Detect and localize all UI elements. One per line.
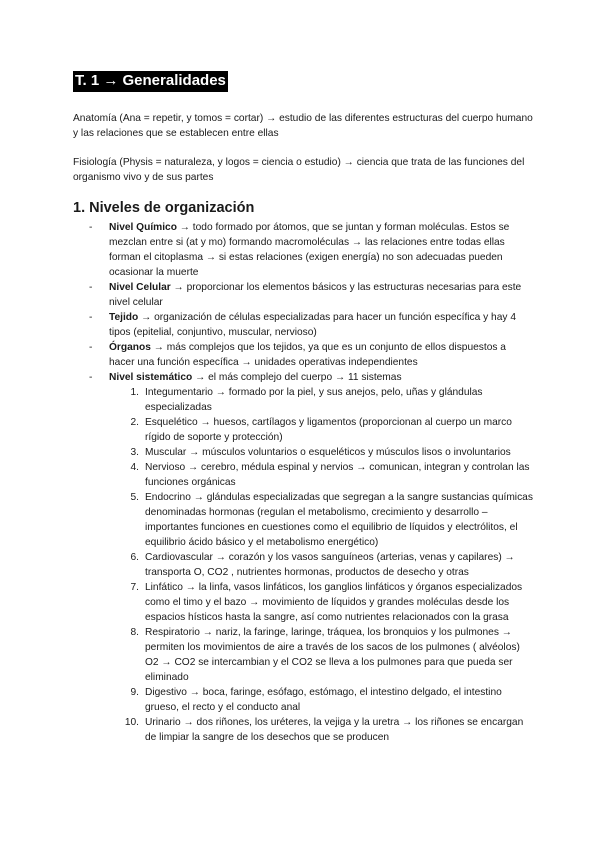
system-item (109, 580, 533, 625)
system-number: 7. (130, 582, 139, 593)
bullet-dash: - (89, 222, 93, 233)
system-number: 2. (130, 417, 139, 428)
bullet-dash: - (89, 342, 93, 353)
level-term: Nivel sistemático (109, 372, 193, 383)
level-text: → más complejos que los tejidos, ya que es un conjunto de ellos dispuestos a hacer una función específica → unidades operativas independientes (109, 342, 506, 368)
fisiologia-definition: Fisiología (Physis = naturaleza, y logos = ciencia o estudio) → ciencia que trata de las funciones del organismo vivo y de sus partes (73, 157, 525, 183)
bullet-dash: - (89, 282, 93, 293)
level-item (73, 280, 533, 310)
system-item (109, 445, 533, 460)
system-number: 9. (130, 687, 139, 698)
level-term: Órganos (109, 342, 151, 353)
system-item (109, 625, 533, 685)
anatomia-definition: Anatomía (Ana = repetir, y tomos = cortar) → estudio de las diferentes estructuras del cuerpo humano y las relaciones que se establecen entre ellas (73, 113, 533, 139)
section-heading: 1. Niveles de organización (73, 200, 255, 216)
bullet-dash: - (89, 372, 93, 383)
system-item (109, 490, 533, 550)
level-text: → el más complejo del cuerpo → 11 sistemas (192, 372, 402, 383)
system-item (109, 460, 533, 490)
system-item (109, 715, 533, 745)
levels-list (73, 220, 533, 745)
system-number: 8. (130, 627, 139, 638)
system-item (109, 385, 533, 415)
system-text: Urinario → dos riñones, los uréteres, la vejiga y la uretra → los riñones se encargan de limpiar la sangre de los desechos que se producen (145, 717, 524, 743)
level-term: Tejido (109, 312, 139, 323)
level-text: → proporcionar los elementos básicos y las estructuras necesarias para este nivel celular (109, 282, 522, 308)
system-text: Linfático → la linfa, vasos linfáticos, los ganglios linfáticos y órganos especializados como el timo y el bazo → movimiento de líquidos y grandes moléculas desde los espacios hísticos hasta la sangre, así como nutrientes relacionados con la grasa (145, 582, 523, 623)
system-number: 10. (124, 717, 139, 728)
systems-list (109, 385, 533, 745)
system-text: Digestivo → boca, faringe, esófago, estómago, el intestino delgado, el intestino grueso, el recto y el conducto anal (145, 687, 502, 713)
system-number: 6. (130, 552, 139, 563)
level-text: → organización de células especializadas para hacer un función específica y hay 4 tipos (epitelial, conjuntivo, muscular, nervioso) (109, 312, 516, 338)
system-text: Nervioso → cerebro, médula espinal y nervios → comunican, integran y controlan las funciones orgánicas (145, 462, 530, 488)
system-text: Integumentario → formado por la piel, y sus anejos, pelo, uñas y glándulas especializadas (145, 387, 483, 413)
system-number: 1. (130, 387, 139, 398)
system-text: Muscular → músculos voluntarios o esqueléticos y músculos lisos o involuntarios (145, 447, 511, 458)
level-item (73, 310, 533, 340)
level-item (73, 370, 533, 745)
system-text: Respiratorio → nariz, la faringe, laringe, tráquea, los bronquios y los pulmones → permiten los movimientos de aire a través de los sacos de los pulmones ( alvéolos) O2 → CO2 se intercambian y el CO2 se lleva a los pulmones para que pueda ser eliminado (145, 627, 520, 683)
system-item (109, 685, 533, 715)
level-item (73, 340, 533, 370)
level-text: → todo formado por átomos, que se juntan y forman moléculas. Estos se mezclan entre si (at y mo) formando macromoléculas → las relaciones entre todas ellas forman el citoplasma → si estas relaciones (exigen energía) no son adecuadas pueden ocasionar la muerte (109, 222, 510, 278)
bullet-dash: - (89, 312, 93, 323)
level-term: Nivel Químico (109, 222, 177, 233)
system-number: 5. (130, 492, 139, 503)
system-item (109, 415, 533, 445)
system-text: Endocrino → glándulas especializadas que segregan a la sangre sustancias químicas denominadas hormonas (regulan el metabolismo, crecimiento y desarrollo – importantes funciones en cuestiones como el equilibrio de líquidos y electrólitos, el equilibrio ácido básico y el metabolismo energético) (145, 492, 533, 548)
system-number: 3. (130, 447, 139, 458)
level-term: Nivel Celular (109, 282, 171, 293)
page-title: T. 1 → Generalidades (73, 71, 228, 92)
level-item (73, 220, 533, 280)
system-item (109, 550, 533, 580)
system-number: 4. (130, 462, 139, 473)
system-text: Esquelético → huesos, cartílagos y ligamentos (proporcionan al cuerpo un marco rígido de soporte y protección) (145, 417, 512, 443)
system-text: Cardiovascular → corazón y los vasos sanguíneos (arterias, venas y capilares) → transporta O, CO2 , nutrientes hormonas, productos de desecho y otras (145, 552, 515, 578)
